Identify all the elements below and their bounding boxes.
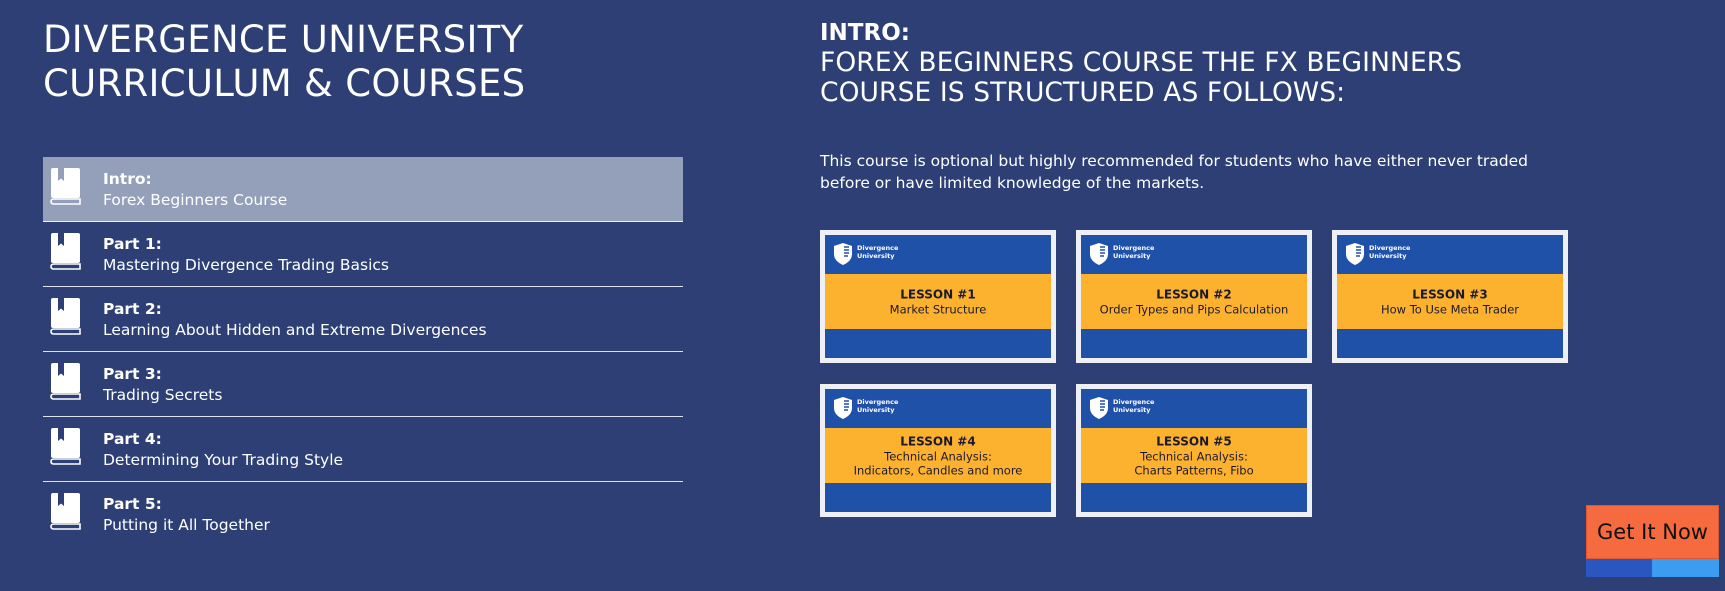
detail-heading xyxy=(820,18,1580,108)
course-name: Learning About Hidden and Extreme Divergences xyxy=(103,321,487,339)
shield-logo-icon xyxy=(1345,242,1365,266)
brand-line-1: Divergence xyxy=(1369,244,1411,252)
book-icon xyxy=(50,233,82,270)
brand-line-2: University xyxy=(1113,251,1151,260)
course-item-part-5[interactable] xyxy=(43,482,683,546)
course-part-label: Part 1: xyxy=(103,235,162,253)
detail-title: FOREX BEGINNERS COURSE THE FX BEGINNERS COURSE IS STRUCTURED AS FOLLOWS: xyxy=(820,47,1463,108)
course-item-intro[interactable] xyxy=(43,157,683,222)
lesson-name: Order Types and Pips Calculation xyxy=(1099,302,1289,316)
brand-line-2: University xyxy=(857,251,895,260)
lesson-card-4[interactable] xyxy=(820,384,1056,517)
book-icon xyxy=(50,363,82,400)
course-item-part-2[interactable] xyxy=(43,287,683,352)
get-it-now-button[interactable] xyxy=(1586,505,1719,577)
course-part-label: Part 4: xyxy=(103,430,162,448)
shield-logo-icon xyxy=(833,396,853,420)
brand-line-2: University xyxy=(1369,251,1407,260)
card-logo xyxy=(1345,242,1485,266)
lesson-band xyxy=(1081,428,1307,483)
cta-stripe xyxy=(1586,559,1652,577)
brand-line-2: University xyxy=(857,405,895,414)
course-item-part-1[interactable] xyxy=(43,222,683,287)
lesson-band xyxy=(825,428,1051,483)
course-part-label: Part 5: xyxy=(103,495,162,513)
cta-stripe xyxy=(1652,559,1719,577)
get-it-now-label: Get It Now xyxy=(1586,505,1719,559)
brand-line-1: Divergence xyxy=(857,244,899,252)
course-list xyxy=(43,157,683,546)
course-item-part-3[interactable] xyxy=(43,352,683,417)
lesson-card-2[interactable] xyxy=(1076,230,1312,363)
book-icon xyxy=(50,298,82,335)
lesson-number: LESSON #2 xyxy=(1156,287,1232,301)
lesson-number: LESSON #1 xyxy=(900,287,976,301)
course-part-label: Intro: xyxy=(103,170,152,188)
course-name: Putting it All Together xyxy=(103,516,270,534)
lesson-name-line-2: Indicators, Candles and more xyxy=(853,463,1023,477)
lesson-number: LESSON #4 xyxy=(900,434,976,448)
page-title xyxy=(43,18,683,106)
lesson-number: LESSON #5 xyxy=(1156,434,1232,448)
lesson-name: Market Structure xyxy=(889,302,987,316)
page-title-line-2: CURRICULUM & COURSES xyxy=(43,62,526,105)
shield-logo-icon xyxy=(833,242,853,266)
lesson-name-line-1: Technical Analysis: xyxy=(884,449,992,463)
course-name: Trading Secrets xyxy=(103,386,223,404)
course-name: Mastering Divergence Trading Basics xyxy=(103,256,389,274)
lesson-name-line-1: Technical Analysis: xyxy=(1140,449,1248,463)
lesson-card-3[interactable] xyxy=(1332,230,1568,363)
course-name: Forex Beginners Course xyxy=(103,191,288,209)
brand-line-1: Divergence xyxy=(857,398,899,406)
course-name: Determining Your Trading Style xyxy=(103,451,344,469)
lesson-card-5[interactable] xyxy=(1076,384,1312,517)
book-icon xyxy=(50,428,82,465)
card-logo xyxy=(833,242,973,266)
page-title-line-1: DIVERGENCE UNIVERSITY xyxy=(43,18,524,61)
detail-kicker: INTRO: xyxy=(820,20,910,46)
card-logo xyxy=(1089,396,1229,420)
detail-description: This course is optional but highly recommended for students who have either never traded before or have limited knowledge of the markets. xyxy=(820,152,1529,192)
lesson-name: How To Use Meta Trader xyxy=(1380,302,1520,316)
shield-logo-icon xyxy=(1089,396,1109,420)
lesson-band xyxy=(825,274,1051,329)
card-logo xyxy=(833,396,973,420)
brand-line-1: Divergence xyxy=(1113,398,1155,406)
lesson-band xyxy=(1081,274,1307,329)
book-icon xyxy=(50,168,82,205)
lesson-band xyxy=(1337,274,1563,329)
shield-logo-icon xyxy=(1089,242,1109,266)
card-logo xyxy=(1089,242,1229,266)
course-part-label: Part 3: xyxy=(103,365,162,383)
lesson-name-line-2: Charts Patterns, Fibo xyxy=(1134,463,1254,477)
book-icon xyxy=(50,493,82,530)
brand-line-2: University xyxy=(1113,405,1151,414)
course-item-part-4[interactable] xyxy=(43,417,683,482)
course-part-label: Part 2: xyxy=(103,300,162,318)
lesson-card-1[interactable] xyxy=(820,230,1056,363)
lesson-number: LESSON #3 xyxy=(1412,287,1488,301)
brand-line-1: Divergence xyxy=(1113,244,1155,252)
lesson-grid xyxy=(820,230,1580,530)
